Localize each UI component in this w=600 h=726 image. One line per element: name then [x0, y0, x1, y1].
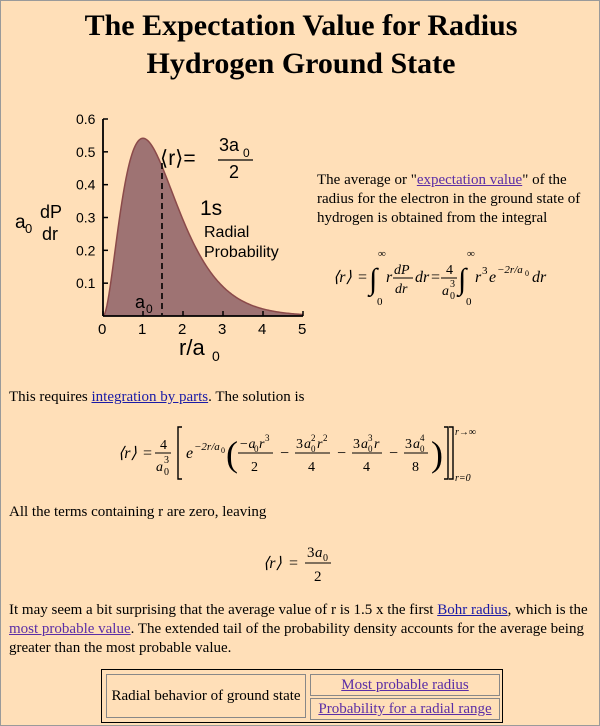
a0-marker-sub: 0 [146, 302, 153, 316]
p1-text-before: This requires [9, 389, 92, 405]
state-label: 1s [200, 197, 223, 220]
svg-text:3: 3 [353, 437, 360, 452]
svg-text:0: 0 [164, 467, 169, 478]
svg-text:−: − [389, 445, 399, 462]
y-tick-label: 0.6 [76, 111, 96, 127]
svg-text:−2r/a: −2r/a [194, 441, 220, 453]
svg-text:a: a [304, 437, 311, 452]
x-tick-label: 5 [298, 321, 307, 338]
svg-text:r: r [386, 269, 393, 286]
svg-text:⟨r⟩: ⟨r⟩ [263, 555, 282, 572]
final-expectation-equation [263, 541, 349, 585]
x-tick-label: 3 [218, 321, 227, 338]
svg-text:4: 4 [446, 263, 453, 278]
svg-text:r: r [259, 437, 265, 452]
svg-text:3: 3 [482, 265, 488, 277]
paragraph-terms-zero: All the terms containing r are zero, leaving [9, 504, 267, 520]
prob-label-line2: Probability [204, 244, 279, 261]
x-tick-label: 1 [138, 321, 147, 338]
svg-text:2: 2 [323, 433, 328, 443]
most-probable-value-link[interactable]: most probable value [9, 621, 131, 637]
y-tick-label: 0.4 [76, 176, 96, 193]
svg-text:0: 0 [254, 444, 259, 454]
svg-text:0: 0 [377, 296, 383, 307]
ylabel-denominator: dr [42, 224, 59, 244]
svg-text:dr: dr [395, 282, 408, 297]
ylabel-a: a [15, 212, 26, 233]
svg-text:a: a [413, 437, 420, 452]
probability-area [103, 138, 303, 316]
expectation-denominator: 2 [229, 162, 240, 182]
svg-text:4: 4 [160, 438, 167, 453]
svg-text:a: a [442, 284, 449, 299]
svg-text:2: 2 [311, 433, 316, 443]
svg-text:8: 8 [412, 460, 419, 475]
svg-text:=: = [358, 269, 368, 286]
svg-text:=: = [143, 445, 153, 462]
svg-text:a: a [156, 460, 163, 475]
svg-text:∞: ∞ [378, 248, 386, 260]
svg-text:=: = [431, 269, 441, 286]
svg-text:4: 4 [363, 460, 370, 475]
x-tick-label: 0 [98, 321, 107, 338]
p3-text-mid: , which is the [507, 602, 588, 618]
y-tick-label: 0.5 [76, 143, 96, 160]
radial-probability-plot [7, 103, 313, 373]
svg-text:0: 0 [450, 291, 455, 302]
p3-text-before: It may seem a bit surprising that the average value of r is 1.5 x the first [9, 602, 438, 618]
intro-text-before: The average or " [317, 172, 417, 188]
paragraph-integration [9, 388, 595, 407]
svg-text:dr: dr [532, 269, 547, 286]
xlabel-sub: 0 [212, 348, 220, 364]
svg-text:4: 4 [420, 433, 425, 443]
prob-label-line1: Radial [204, 224, 250, 241]
svg-text:3: 3 [265, 433, 270, 443]
svg-text:0: 0 [525, 269, 529, 278]
svg-text:3: 3 [405, 437, 412, 452]
svg-text:2: 2 [314, 569, 322, 585]
svg-text:r: r [475, 269, 482, 286]
svg-text:∞: ∞ [467, 248, 475, 260]
probability-radial-range-link[interactable]: Probability for a radial range [318, 701, 492, 717]
svg-text:): ) [431, 434, 443, 474]
y-tick-label: 0.2 [76, 242, 96, 259]
p3-text-after: . The extended tail of the probability density accounts for the average being greater than the most probable value. [9, 621, 584, 656]
svg-text:r=0: r=0 [455, 473, 471, 483]
expectation-numerator: 3a [219, 135, 240, 155]
expectation-numerator-sub: 0 [243, 146, 250, 160]
title-line-1: The Expectation Value for Radius [84, 9, 518, 42]
svg-text:a: a [361, 437, 368, 452]
svg-text:−a: −a [239, 437, 256, 452]
svg-text:3: 3 [164, 455, 169, 466]
svg-text:−: − [337, 445, 347, 462]
svg-text:4: 4 [308, 460, 315, 475]
integration-by-parts-link[interactable]: integration by parts [91, 389, 209, 405]
most-probable-radius-link[interactable]: Most probable radius [341, 677, 469, 693]
ylabel-a-sub: 0 [25, 221, 33, 236]
svg-text:2: 2 [251, 460, 258, 475]
bohr-radius-link[interactable]: Bohr radius [437, 602, 508, 618]
svg-text:e: e [186, 445, 194, 462]
page-title [1, 7, 600, 83]
svg-text:dP: dP [394, 263, 410, 278]
y-tick-label: 0.3 [76, 209, 96, 226]
expectation-value-link[interactable]: expectation value [416, 172, 523, 188]
svg-text:r: r [374, 437, 380, 452]
svg-text:3: 3 [296, 437, 303, 452]
svg-text:=: = [289, 555, 299, 572]
svg-text:r→∞: r→∞ [455, 427, 477, 438]
svg-text:3: 3 [368, 433, 373, 443]
x-tick-label: 2 [178, 321, 187, 338]
title-line-2: Hydrogen Ground State [146, 47, 456, 80]
svg-text:3: 3 [307, 545, 315, 561]
expectation-lhs: ⟨r⟩= [160, 147, 196, 170]
intro-text-after: " of the radius for the electron in the ground state of hydrogen is obtained from the integral [317, 172, 581, 226]
expectation-integral-equation [333, 247, 595, 307]
nav-cell-probability-range [310, 698, 500, 720]
svg-text:⟨r⟩: ⟨r⟩ [118, 445, 137, 462]
ylabel-numerator: dP [40, 202, 63, 222]
xlabel-main: r/a [179, 335, 205, 360]
svg-text:dr: dr [415, 269, 430, 286]
p1-text-after: . The solution is [208, 389, 305, 405]
integration-result-equation [118, 421, 498, 483]
related-links-table [101, 669, 503, 723]
intro-paragraph [317, 171, 595, 228]
svg-text:∫: ∫ [458, 263, 467, 296]
nav-label-cell: Radial behavior of ground state [106, 674, 306, 718]
svg-text:0: 0 [420, 444, 425, 454]
svg-text:0: 0 [323, 553, 328, 564]
svg-text:0: 0 [368, 444, 373, 454]
paragraph-surprising [9, 601, 597, 658]
a0-marker: a [135, 292, 146, 312]
svg-text:0: 0 [466, 296, 472, 307]
x-tick-label: 4 [258, 321, 267, 338]
svg-text:0: 0 [221, 446, 225, 455]
svg-text:a: a [315, 545, 323, 561]
svg-text:⟨r⟩: ⟨r⟩ [333, 269, 352, 286]
svg-text:−: − [280, 445, 290, 462]
nav-cell-most-probable [310, 674, 500, 696]
svg-text:∫: ∫ [369, 263, 378, 296]
svg-text:e: e [489, 269, 497, 286]
svg-text:−2r/a: −2r/a [497, 264, 523, 276]
svg-text:r: r [317, 437, 323, 452]
svg-text:0: 0 [311, 444, 316, 454]
svg-text:3: 3 [450, 279, 455, 290]
svg-text:(: ( [226, 434, 238, 474]
y-tick-label: 0.1 [76, 275, 96, 292]
